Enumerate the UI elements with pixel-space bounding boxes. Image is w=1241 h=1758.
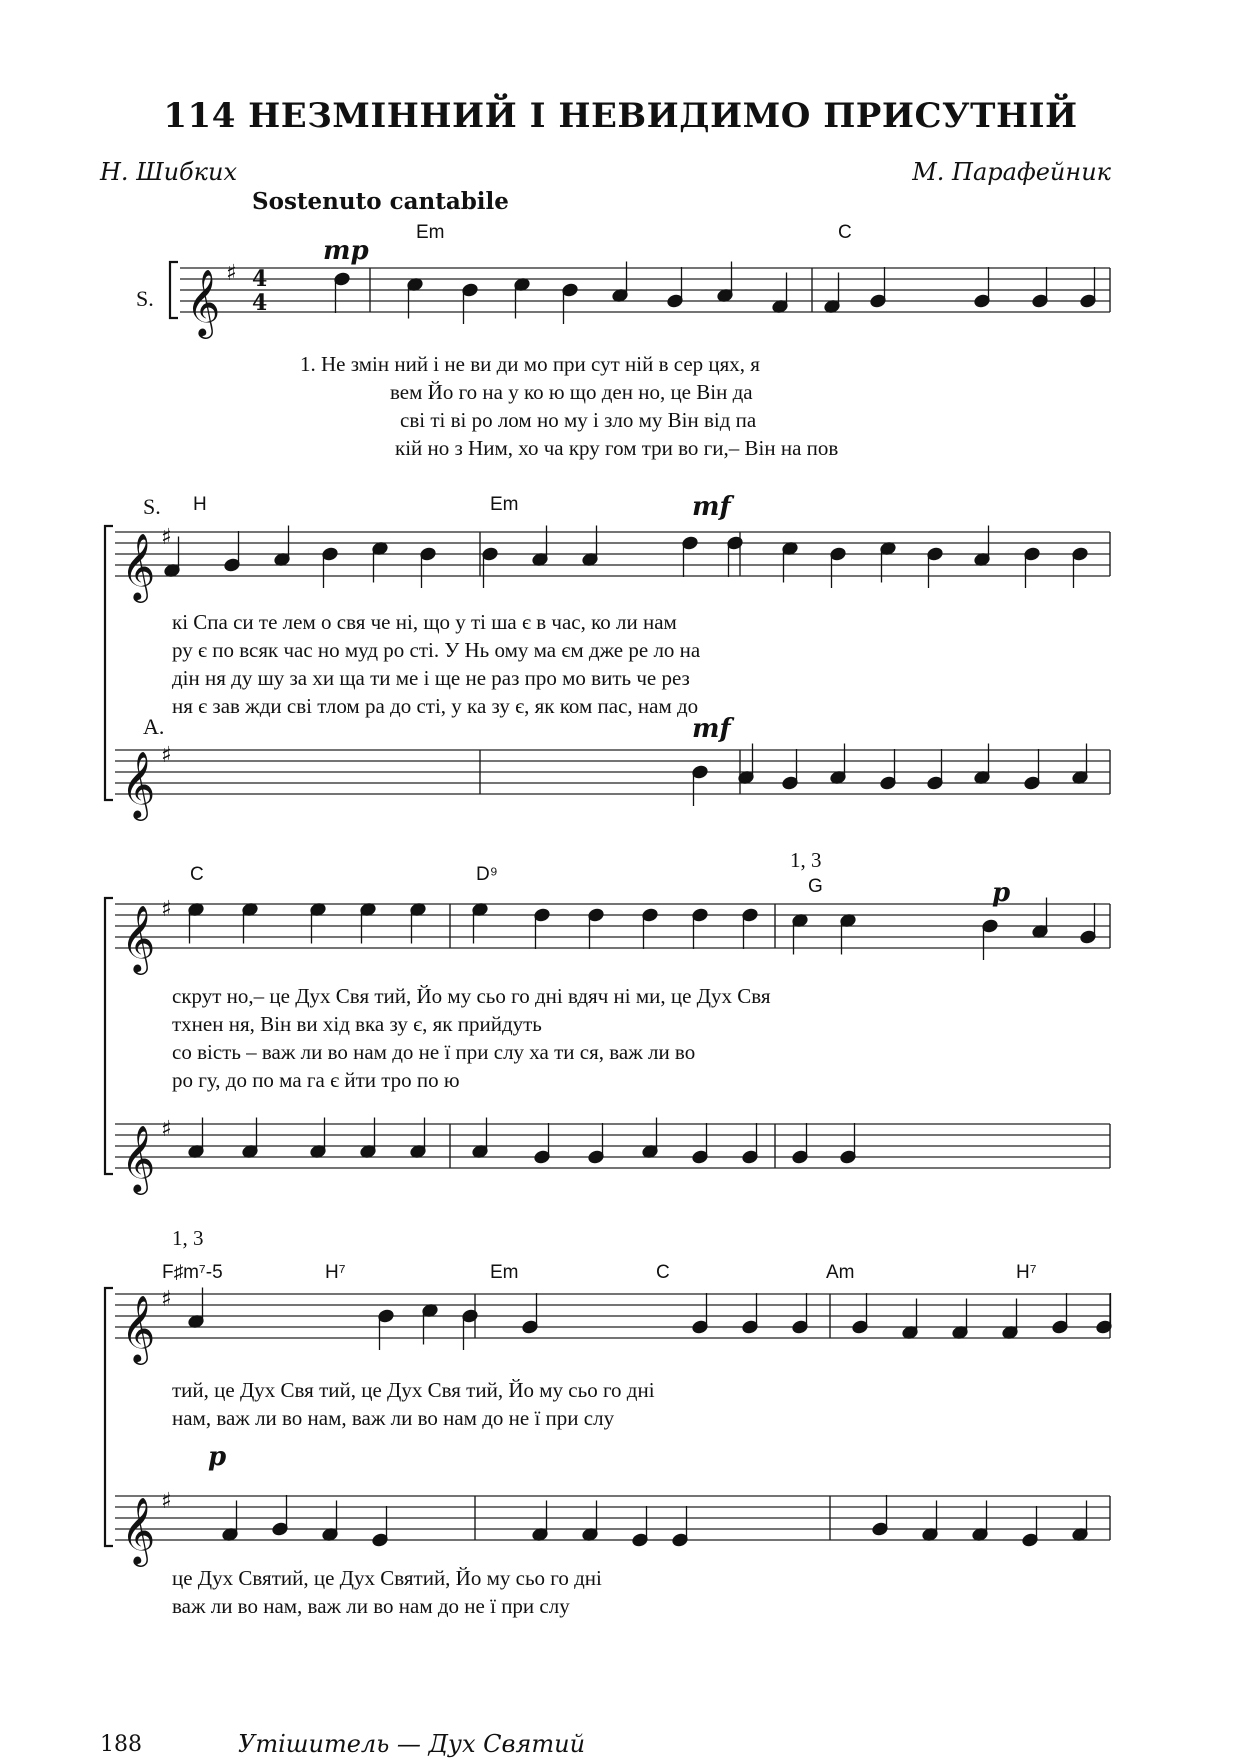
note-head [482, 547, 499, 562]
time-sig-bottom: 4 [252, 290, 268, 316]
note-head [792, 1320, 809, 1335]
lyric-line: дін ня ду шу за хи ща ти ме і ще не раз про мо вить че рез [172, 666, 690, 690]
note-head [974, 294, 991, 309]
note-head [872, 1522, 889, 1537]
note-head [692, 1320, 709, 1335]
key-sharp-icon: ♯ [226, 261, 237, 286]
note-head [322, 547, 339, 562]
chord: Em [416, 222, 445, 243]
chord: H⁷ [325, 1262, 346, 1283]
chord: D⁹ [476, 864, 498, 885]
note-head [830, 547, 847, 562]
composer: М. Парафейник [912, 158, 1111, 186]
note-head [562, 283, 579, 298]
note-head [672, 1533, 689, 1548]
dynamic-p-soprano: p [992, 878, 1011, 908]
lyric-line: ру є по всяк час но муд ро сті. У Нь ому ма єм дже ре ло на [172, 638, 701, 662]
note-head [378, 1309, 395, 1324]
key-sharp-icon: ♯ [161, 1117, 172, 1142]
note-head [462, 1309, 479, 1324]
lyric-line: со вість – важ ли во нам до не ї при слу ха ти ся, важ ли во [172, 1040, 696, 1064]
treble-clef-icon: 𝄞 [121, 904, 156, 972]
note-head [1080, 294, 1097, 309]
note-head [692, 765, 709, 780]
chord: Em [490, 1262, 519, 1283]
note-head [852, 1320, 869, 1335]
chord: C [838, 222, 852, 243]
note-head [272, 1522, 289, 1537]
note-head [588, 1150, 605, 1165]
note-head [682, 536, 699, 551]
note-head [1024, 547, 1041, 562]
chord: F♯m⁷-5 [162, 1262, 223, 1283]
note-head [1024, 776, 1041, 791]
system-bracket [105, 526, 113, 800]
note-head [1052, 1320, 1069, 1335]
chord: Am [826, 1262, 855, 1283]
dynamic-p-alto: p [208, 1442, 227, 1472]
chord: C [656, 1262, 670, 1283]
note-head [334, 272, 351, 287]
note-head [870, 294, 887, 309]
system-bracket [105, 898, 113, 1174]
lyricist: Н. Шибких [100, 158, 238, 186]
lyric-line: тхнен ня, Він ви хід вка зу є, як прийдуть [172, 1012, 542, 1036]
key-sharp-icon: ♯ [161, 743, 172, 768]
lyric-line: 1. Не змін ний і не ви ди мо при сут ній в сер цях, я [300, 352, 760, 376]
dynamic-mf-alto: mf [692, 714, 731, 744]
note-head [1072, 547, 1089, 562]
part-label-soprano-2: S. [143, 494, 161, 519]
note-head [522, 1320, 539, 1335]
note-head [982, 919, 999, 934]
note-head [1080, 930, 1097, 945]
chord: H [193, 494, 207, 515]
lyric-line: нам, важ ли во нам, важ ли во нам до не ї при слу [172, 1406, 615, 1430]
treble-clef-icon: 𝄞 [121, 1294, 156, 1362]
note-head [792, 1150, 809, 1165]
note-head [1032, 294, 1049, 309]
note-head [742, 1150, 759, 1165]
part-label-alto: A. [143, 714, 165, 739]
lyric-line: скрут но,– це Дух Свя тий, Йо му сьо го дні вдяч ні ми, це Дух Свя [172, 984, 771, 1008]
note-head [927, 547, 944, 562]
note-head [372, 1533, 389, 1548]
hymn-title: 114 НЕЗМІННИЙ І НЕВИДИМО ПРИСУТНІЙ [163, 96, 1078, 136]
note-head [692, 1150, 709, 1165]
lyric-line: це Дух Святий, це Дух Святий, Йо му сьо го дні [172, 1566, 602, 1590]
lyric-line: кі Спа си те лем о свя че ні, що у ті ша є в час, ко ли нам [172, 610, 677, 634]
note-head [632, 1533, 649, 1548]
lyric-line: вем Йо го на у ко ю що ден но, це Він да [390, 380, 753, 404]
note-head [880, 776, 897, 791]
tempo-marking: Sostenuto cantabile [252, 188, 509, 215]
key-sharp-icon: ♯ [161, 897, 172, 922]
note-head [420, 547, 437, 562]
section-title: Утішитель — Дух Святий [238, 1730, 586, 1758]
chord: C [190, 864, 204, 885]
dynamic-mf-soprano: mf [692, 492, 731, 522]
note-head [534, 1150, 551, 1165]
part-label-soprano: S. [136, 286, 154, 311]
treble-clef-icon: 𝄞 [121, 1496, 156, 1564]
treble-clef-icon: 𝄞 [121, 750, 156, 818]
note-head [642, 908, 659, 923]
volta-label: 1, 3 [172, 1226, 204, 1250]
system-bracket [170, 262, 178, 318]
treble-clef-icon: 𝄞 [121, 532, 156, 600]
note-head [692, 908, 709, 923]
note-head [224, 558, 241, 573]
time-sig-top: 4 [252, 266, 268, 292]
note-head [782, 776, 799, 791]
volta-label: 1, 3 [790, 848, 822, 872]
note-head [534, 908, 551, 923]
note-head [840, 1150, 857, 1165]
note-head [727, 536, 744, 551]
lyric-line: сві ті ві ро лом но му і зло му Він від па [400, 408, 757, 432]
note-head [742, 1320, 759, 1335]
key-sharp-icon: ♯ [161, 1489, 172, 1514]
system-bracket [105, 1288, 113, 1546]
treble-clef-icon: 𝄞 [186, 268, 221, 336]
page-number: 188 [100, 1732, 142, 1757]
chord: Em [490, 494, 519, 515]
lyric-line: кій но з Ним, хо ча кру гом три во ги,– Він на пов [395, 436, 839, 460]
note-head [1022, 1533, 1039, 1548]
note-head [667, 294, 684, 309]
key-sharp-icon: ♯ [161, 525, 172, 550]
dynamic-mp: mp [323, 236, 369, 266]
key-sharp-icon: ♯ [161, 1287, 172, 1312]
chord: H⁷ [1016, 1262, 1037, 1283]
note-head [588, 908, 605, 923]
treble-clef-icon: 𝄞 [121, 1124, 156, 1192]
chord: G [808, 876, 823, 897]
lyric-line: важ ли во нам, важ ли во нам до не ї при слу [172, 1594, 570, 1618]
note-head [742, 908, 759, 923]
lyric-line: тий, це Дух Свя тий, це Дух Свя тий, Йо му сьо го дні [172, 1378, 655, 1402]
lyric-line: ня є зав жди сві тлом ра до сті, у ка зу є, як ком пас, нам до [172, 694, 699, 718]
lyric-line: ро гу, до по ма га є йти тро по ю [172, 1068, 460, 1092]
note-head [462, 283, 479, 298]
note-head [927, 776, 944, 791]
